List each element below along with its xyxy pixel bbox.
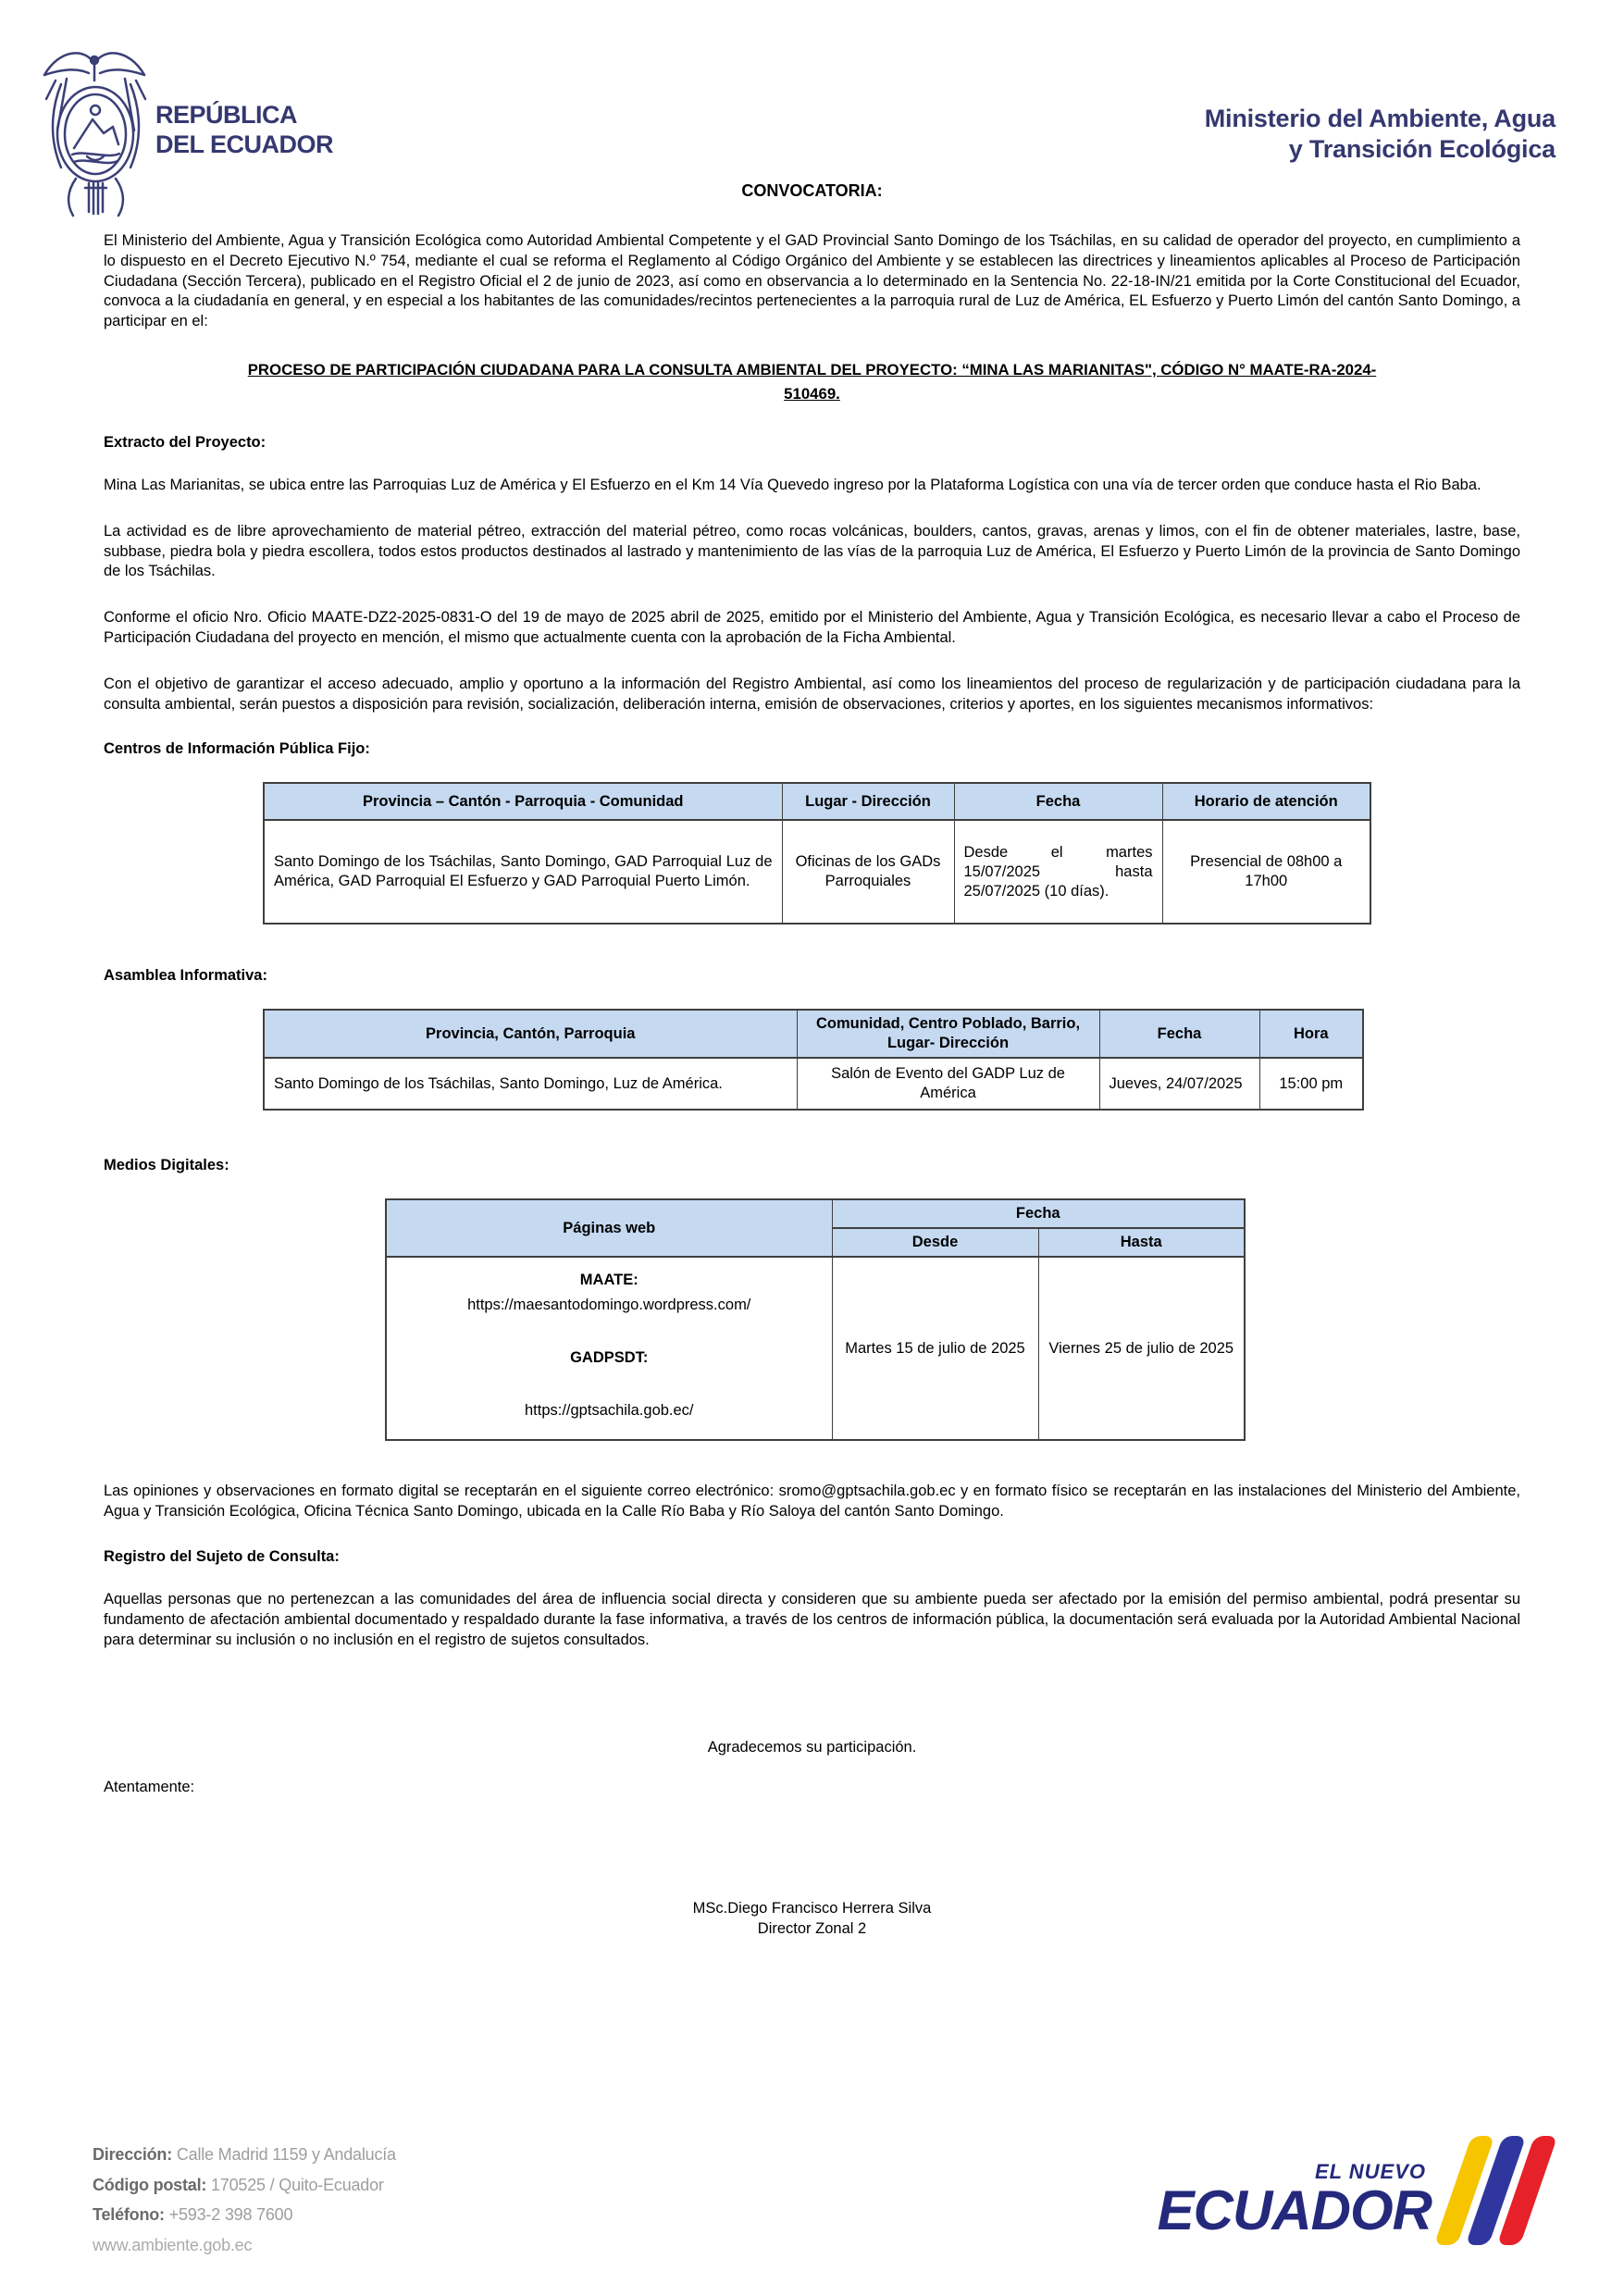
- flag-stripes-icon: [1444, 2136, 1539, 2245]
- ministry-line2: y Transición Ecológica: [1288, 135, 1556, 163]
- process-heading-line2: 510469.: [784, 384, 840, 403]
- centros-cell-provincia: Santo Domingo de los Tsáchilas, Santo Domingo, GAD Parroquial Luz de América, GAD Parroquial El Esfuerzo y GAD Parroquial Puerto Limón.: [264, 820, 782, 924]
- registro-paragraph: Aquellas personas que no pertenezcan a las comunidades del área de influencia social directa y consideren que su ambiente pueda ser afectado por la emisión del permiso ambiental, podrá presentar su fundamento de afectación ambiental documentado y respaldado durante la fase informativa, a través de los centros de información pública, la documentación será evaluada por la Autoridad Ambiental Nacional para determinar su inclusión o no inclusión en el registro de sujetos consultados.: [104, 1590, 1520, 1648]
- footer-website: [93, 2230, 396, 2261]
- asamblea-table: [263, 1009, 1364, 1111]
- el-nuevo-ecuador-text: [1158, 2160, 1432, 2245]
- direccion-value: Calle Madrid 1159 y Andalucía: [176, 2145, 396, 2164]
- centros-header-horario: Horario de atención: [1162, 783, 1370, 820]
- opiniones-paragraph: Las opiniones y observaciones en formato digital se receptarán en el siguiente correo electrónico: sromo@gptsachila.gob.ec y en formato físico se receptarán en las instalaciones del Ministerio del Ambiente, Agua y Transición Ecológica, Oficina Técnica Santo Domingo, ubicada en la Calle Río Baba y Río Saloya del cantón Santo Domingo.: [104, 1483, 1520, 1520]
- telefono-value: +593-2 398 7600: [168, 2205, 293, 2224]
- centros-header-provincia: Provincia – Cantón - Parroquia - Comunidad: [264, 783, 782, 820]
- centros-cell-horario: Presencial de 08h00 a 17h00: [1162, 820, 1370, 924]
- codigo-value: 170525 / Quito-Ecuador: [211, 2175, 384, 2194]
- medios-cell-desde: Martes 15 de julio de 2025: [832, 1257, 1038, 1440]
- website-link[interactable]: www.ambiente.gob.ec: [93, 2235, 253, 2254]
- centros-header-fecha: Fecha: [954, 783, 1162, 820]
- medios-table: [385, 1198, 1246, 1441]
- asamblea-header-row: [264, 1010, 1363, 1058]
- signer-title: Director Zonal 2: [757, 1920, 867, 1938]
- page-title: CONVOCATORIA:: [741, 181, 883, 200]
- medios-header-hasta: Hasta: [1038, 1228, 1245, 1257]
- document-body: [104, 181, 1520, 1939]
- signer-name: MSc.Diego Francisco Herrera Silva: [692, 1900, 932, 1917]
- thanks-line: Agradecemos su participación.: [707, 1739, 917, 1756]
- gadpsdt-url[interactable]: https://gptsachila.gob.ec/: [524, 1402, 694, 1420]
- medios-header-paginas: Páginas web: [386, 1199, 832, 1257]
- centros-header-row: [264, 783, 1370, 820]
- medios-header-fecha: Fecha: [832, 1199, 1245, 1228]
- gadpsdt-label: GADPSDT:: [570, 1349, 649, 1367]
- ministry-label: [1205, 104, 1556, 165]
- asamblea-cell-hora: 15:00 pm: [1259, 1058, 1363, 1110]
- republic-label: [155, 100, 333, 159]
- codigo-label: Código postal:: [93, 2175, 207, 2194]
- telefono-label: Teléfono:: [93, 2205, 165, 2224]
- el-nuevo-ecuador-logo: [1158, 2136, 1539, 2245]
- asamblea-data-row: [264, 1058, 1363, 1110]
- signature-block: [104, 1898, 1520, 1939]
- extracto-paragraph-3: Conforme el oficio Nro. Oficio MAATE-DZ2-2025-0831-O del 19 de mayo de 2025 abril de 2025, emitido por el Ministerio del Ambiente, Agua y Transición Ecológica, es necesario llevar a cabo el Proceso de Participación Ciudadana del proyecto en mención, el mismo que actualmente cuenta con la aprobación de la Ficha Ambiental.: [104, 609, 1520, 646]
- spacer: [396, 1321, 823, 1348]
- process-heading: [104, 358, 1520, 406]
- process-heading-line1: PROCESO DE PARTICIPACIÓN CIUDADANA PARA LA CONSULTA AMBIENTAL DEL PROYECTO: “MINA LAS MARIANITAS", CÓDIGO N° MAATE-RA-2024-: [247, 360, 1377, 379]
- spacer: [396, 1373, 823, 1401]
- asamblea-cell-comunidad: Salón de Evento del GADP Luz de América: [797, 1058, 1099, 1110]
- extracto-heading: Extracto del Proyecto:: [104, 433, 267, 451]
- footer-telefono: [93, 2200, 396, 2230]
- centros-header-lugar: Lugar - Dirección: [782, 783, 954, 820]
- asamblea-header-hora: Hora: [1259, 1010, 1363, 1058]
- medios-data-row: [386, 1257, 1245, 1440]
- footer-contact-info: [93, 2140, 396, 2260]
- maate-url[interactable]: https://maesantodomingo.wordpress.com/: [467, 1297, 751, 1314]
- registro-heading: Registro del Sujeto de Consulta:: [104, 1547, 340, 1565]
- centros-cell-fecha: Desde el martes 15/07/2025 hasta 25/07/2025 (10 días).: [954, 820, 1162, 924]
- footer-direccion: [93, 2140, 396, 2170]
- republic-line1: REPÚBLICA: [155, 101, 298, 129]
- centros-heading: Centros de Información Pública Fijo:: [104, 740, 370, 758]
- maate-label: MAATE:: [579, 1272, 638, 1289]
- medios-heading: Medios Digitales:: [104, 1157, 229, 1174]
- closing-line: Atentamente:: [104, 1779, 195, 1796]
- medios-cell-paginas: [386, 1257, 832, 1440]
- centros-cell-lugar: Oficinas de los GADs Parroquiales: [782, 820, 954, 924]
- logo-el-nuevo: EL NUEVO: [1314, 2160, 1426, 2183]
- direccion-label: Dirección:: [93, 2145, 173, 2164]
- extracto-paragraph-2: La actividad es de libre aprovechamiento de material pétreo, extracción del material pétreo, como rocas volcánicas, boulders, cantos, gravas, arenas y limos, con el fin de obtener materiales, lastre, base, subbase, piedra bola y piedra escollera, todos estos productos destinados al lastrado y mantenimiento de las vías de la parroquia Luz de América, El Esfuerzo y Puerto Limón de la provincia de Santo Domingo de los Tsáchilas.: [104, 522, 1520, 580]
- asamblea-header-provincia: Provincia, Cantón, Parroquia: [264, 1010, 797, 1058]
- asamblea-header-comunidad: Comunidad, Centro Poblado, Barrio, Lugar- Dirección: [797, 1010, 1099, 1058]
- intro-paragraph: El Ministerio del Ambiente, Agua y Transición Ecológica como Autoridad Ambiental Competente y el GAD Provincial Santo Domingo de los Tsáchilas, en su calidad de operador del proyecto, en cumplimiento a lo dispuesto en el Decreto Ejecutivo N.º 754, mediante el cual se reforma el Reglamento al Código Orgánico del Ambiente y se establecen las directrices y lineamientos aplicables al Proceso de Participación Ciudadana (Sección Tercera), publicado en el Registro Oficial el 2 de junio de 2023, así como en observancia a lo determinado en la Sentencia No. 22-18-IN/21 emitida por la Corte Constitucional del Ecuador, convoca a la ciudadanía en general, y en especial a los habitantes de las comunidades/recintos pertenecientes a la parroquia rural de Luz de América, EL Esfuerzo y Puerto Limón del cantón Santo Domingo, a participar en el:: [104, 232, 1520, 330]
- extracto-paragraph-1: Mina Las Marianitas, se ubica entre las Parroquias Luz de América y El Esfuerzo en el Km 14 Vía Quevedo ingreso por la Plataforma Logística con una vía de tercer orden que conduce hasta el Rio Baba.: [104, 476, 1481, 493]
- logo-ecuador: ECUADOR: [1157, 2179, 1432, 2241]
- ministry-line1: Ministerio del Ambiente, Agua: [1204, 105, 1556, 132]
- asamblea-cell-fecha: Jueves, 24/07/2025: [1099, 1058, 1259, 1110]
- asamblea-header-fecha: Fecha: [1099, 1010, 1259, 1058]
- asamblea-heading: Asamblea Informativa:: [104, 967, 267, 985]
- objective-paragraph: Con el objetivo de garantizar el acceso adecuado, amplio y oportuno a la información del Registro Ambiental, así como los lineamientos del proceso de regularización y de participación ciudadana para la consulta ambiental, serán puestos a disposición para revisión, socialización, deliberación interna, emisión de observaciones, criterios y aportes, en los siguientes mecanismos informativos:: [104, 675, 1520, 713]
- centros-data-row: [264, 820, 1370, 924]
- footer-codigo-postal: [93, 2170, 396, 2201]
- medios-header-desde: Desde: [832, 1228, 1038, 1257]
- medios-header-row-1: [386, 1199, 1245, 1228]
- centros-table: [263, 782, 1371, 925]
- republic-line2: DEL ECUADOR: [155, 130, 334, 158]
- medios-cell-hasta: Viernes 25 de julio de 2025: [1038, 1257, 1245, 1440]
- asamblea-cell-provincia: Santo Domingo de los Tsáchilas, Santo Domingo, Luz de América.: [264, 1058, 797, 1110]
